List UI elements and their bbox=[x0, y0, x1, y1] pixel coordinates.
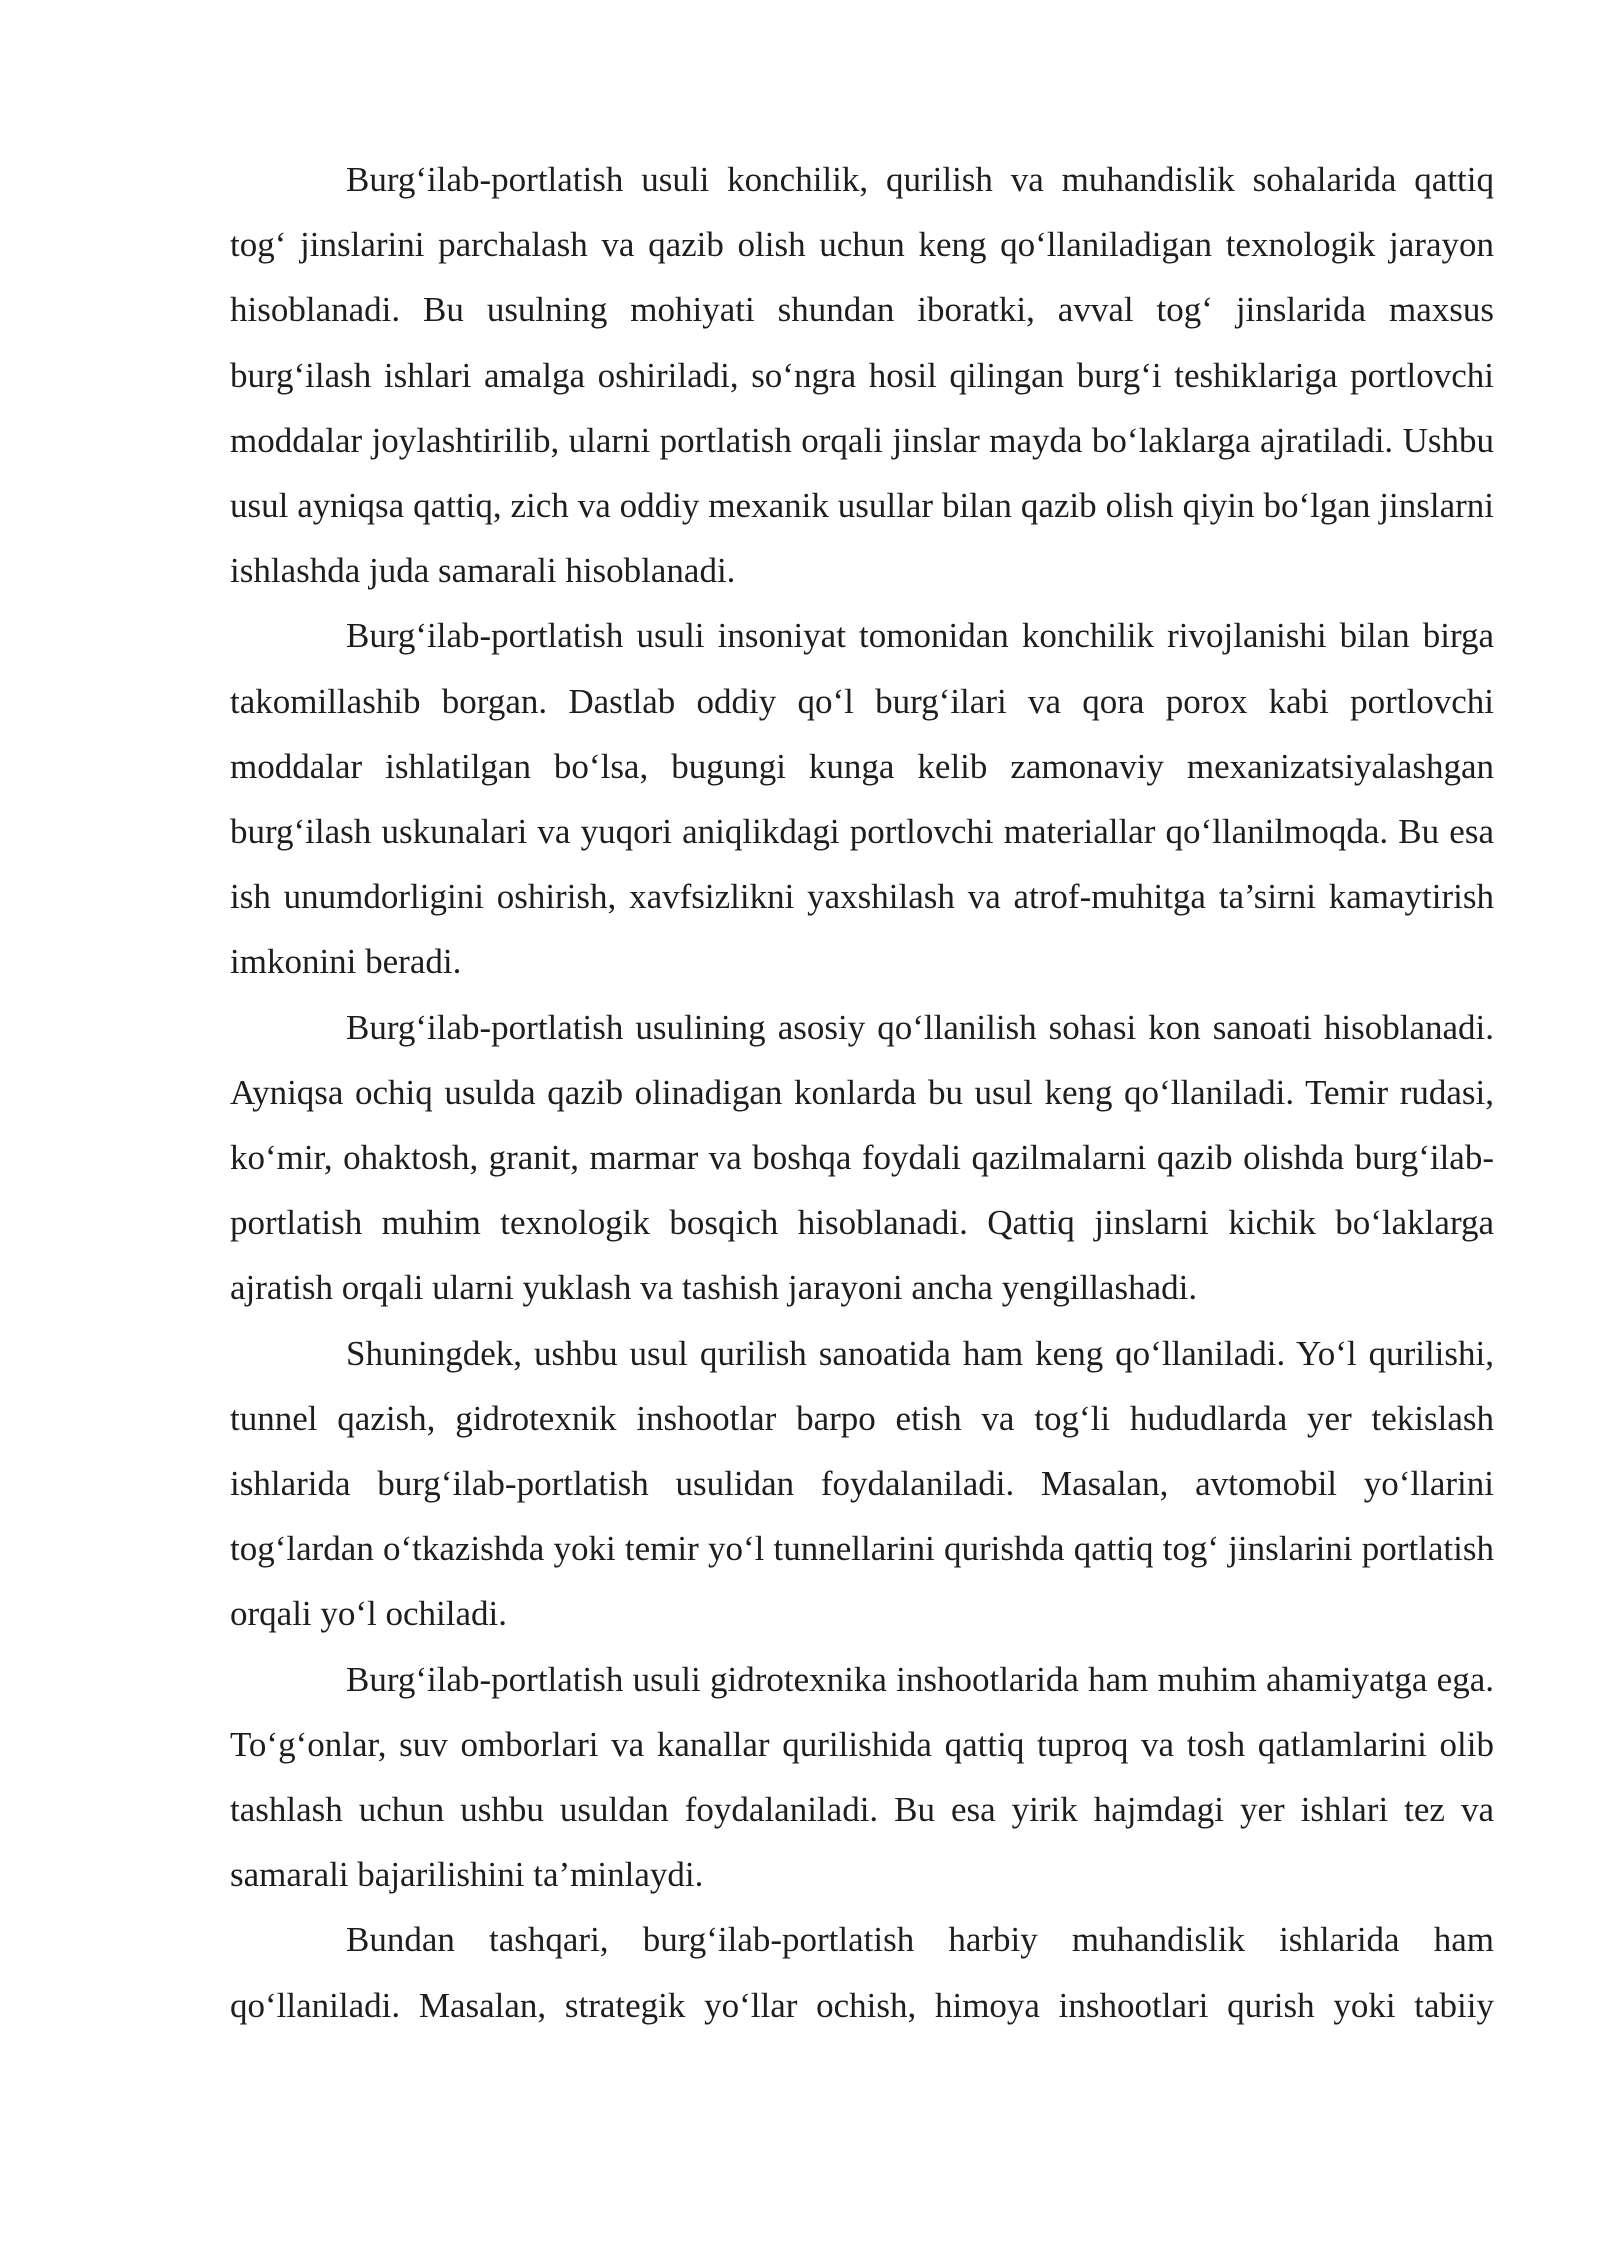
paragraph-5: Burg‘ilab-portlatish usuli gidrotexnika inshootlarida ham muhim ahamiyatga ega. To‘g‘onlar, suv omborlari va kanallar qurilishida qattiq tuproq va tosh qatlamlarini olib tashlash uchun ushbu usuldan foydalaniladi. Bu esa yirik hajmdagi yer ishlari tez va samarali bajarilishini ta’minlaydi. bbox=[230, 1659, 1494, 1895]
paragraph-4: Shuningdek, ushbu usul qurilish sanoatida ham keng qo‘llaniladi. Yo‘l qurilishi, tunnel qazish, gidrotexnik inshootlar barpo etish va tog‘li hududlarda yer tekislash ishlarida burg‘ilab-portlatish usulidan foydalaniladi. Masalan, avtomobil yo‘llarini tog‘lardan o‘tkazishda yoki temir yo‘l tunnellarini qurishda qattiq tog‘ jinslarini portlatish orqali yo‘l ochiladi. bbox=[230, 1333, 1494, 1634]
paragraph-3: Burg‘ilab-portlatish usulining asosiy qo‘llanilish sohasi kon sanoati hisoblanadi. Ayniqsa ochiq usulda qazib olinadigan konlarda bu usul keng qo‘llaniladi. Temir rudasi, ko‘mir, ohaktosh, granit, marmar va boshqa foydali qazilmalarni qazib olishda burg‘ilab-portlatish muhim texnologik bosqich hisoblanadi. Qattiq jinslarni kichik bo‘laklarga ajratish orqali ularni yuklash va tashish jarayoni ancha yengillashadi. bbox=[230, 1007, 1494, 1308]
paragraph-2: Burg‘ilab-portlatish usuli insoniyat tomonidan konchilik rivojlanishi bilan birga takomillashib borgan. Dastlab oddiy qo‘l burg‘ilari va qora porox kabi portlovchi moddalar ishlatilgan bo‘lsa, bugungi kunga kelib zamonaviy mexanizatsiyalashgan burg‘ilash uskunalari va yuqori aniqlikdagi portlovchi materiallar qo‘llanilmoqda. Bu esa ish unumdorligini oshirish, xavfsizlikni yaxshilash va atrof-muhitga ta’sirni kamaytirish imkonini beradi. bbox=[230, 616, 1494, 982]
document-body bbox=[230, 147, 1494, 2038]
paragraph-6: Bundan tashqari, burg‘ilab-portlatish harbiy muhandislik ishlarida ham qo‘llaniladi. Masalan, strategik yo‘llar ochish, himoya inshootlari qurish yoki tabiiy bbox=[230, 1920, 1494, 2025]
paragraph-1: Burg‘ilab-portlatish usuli konchilik, qurilish va muhandislik sohalarida qattiq tog‘ jinslarini parchalash va qazib olish uchun keng qo‘llaniladigan texnologik jarayon hisoblanadi. Bu usulning mohiyati shundan iboratki, avval tog‘ jinslarida maxsus burg‘ilash ishlari amalga oshiriladi, so‘ngra hosil qilingan burg‘i teshiklariga portlovchi moddalar joylashtirilib, ularni portlatish orqali jinslar mayda bo‘laklarga ajratiladi. Ushbu usul ayniqsa qattiq, zich va oddiy mexanik usullar bilan qazib olish qiyin bo‘lgan jinslarni ishlashda juda samarali hisoblanadi. bbox=[230, 160, 1494, 591]
